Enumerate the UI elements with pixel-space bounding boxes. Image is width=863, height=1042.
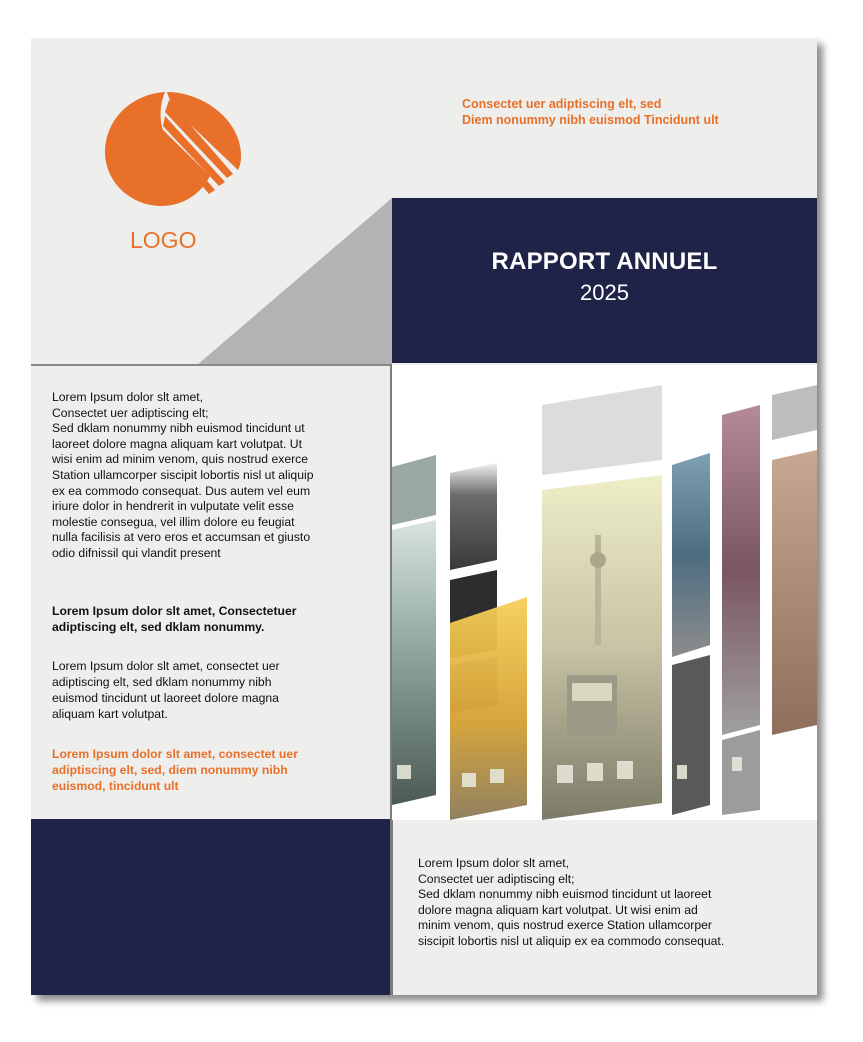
section-divider-horizontal: [31, 364, 392, 366]
body-paragraph: Lorem Ipsum dolor slt amet, consectet uer adiptiscing elt, sed dklam nonummy nibh euismod tincidunt ut laoreet dolore magna aliquam kart volutpat.: [52, 659, 280, 721]
header-tagline: Consectet uer adiptiscing elt, sed Diem nonummy nibh euismod Tincidunt ult: [462, 97, 719, 127]
logo-icon: [103, 90, 243, 208]
logo-text: LOGO: [130, 227, 197, 253]
report-year: 2025: [580, 280, 629, 305]
bottom-paragraph: Lorem Ipsum dolor slt amet, Consectet uer adiptiscing elt; Sed dklam nonummy nibh euismod tincidunt ut laoreet dolore magna aliquam kart volutpat. Ut wisi enim ad minim venom, quis nostrud exerce Station ullamcorper siscipit lobortis nisl ut aliquip ex ea commodo consequat.: [418, 856, 725, 948]
report-title: RAPPORT ANNUEL: [491, 248, 718, 275]
report-cover-page: [31, 38, 817, 995]
intro-paragraph: Lorem Ipsum dolor slt amet, Consectet uer adiptiscing elt; Sed dklam nonummy nibh euismod tincidunt ut laoreet dolore magna aliquam kart volutpat. Ut wisi enim ad minim venom, quis nostrud exerce Station ullamcorper siscipit lobortis nisl ut aliquip ex ea commodo consequat. Dus autem vel eum iriure dolor in hendrerit in vulputate velit esse molestie consegua, vel illim dolore eu feugiat nulla facilisis at vero eros et accumsan et giusto odio difnissil qui vlandit present: [52, 390, 314, 560]
bottom-navy-block: [31, 819, 390, 995]
bold-heading: Lorem Ipsum dolor slt amet, Consectetuer adiptiscing elt, sed dklam nonummy.: [52, 604, 297, 634]
orange-callout: Lorem Ipsum dolor slt amet, consectet uer adiptiscing elt, sed, diem nonummy nibh euismod, tincidunt ult: [52, 747, 298, 793]
diagonal-decoration: [31, 198, 392, 365]
title-block: [392, 198, 817, 363]
city-photo-collage: [392, 365, 817, 820]
city-street-image: [392, 365, 817, 820]
